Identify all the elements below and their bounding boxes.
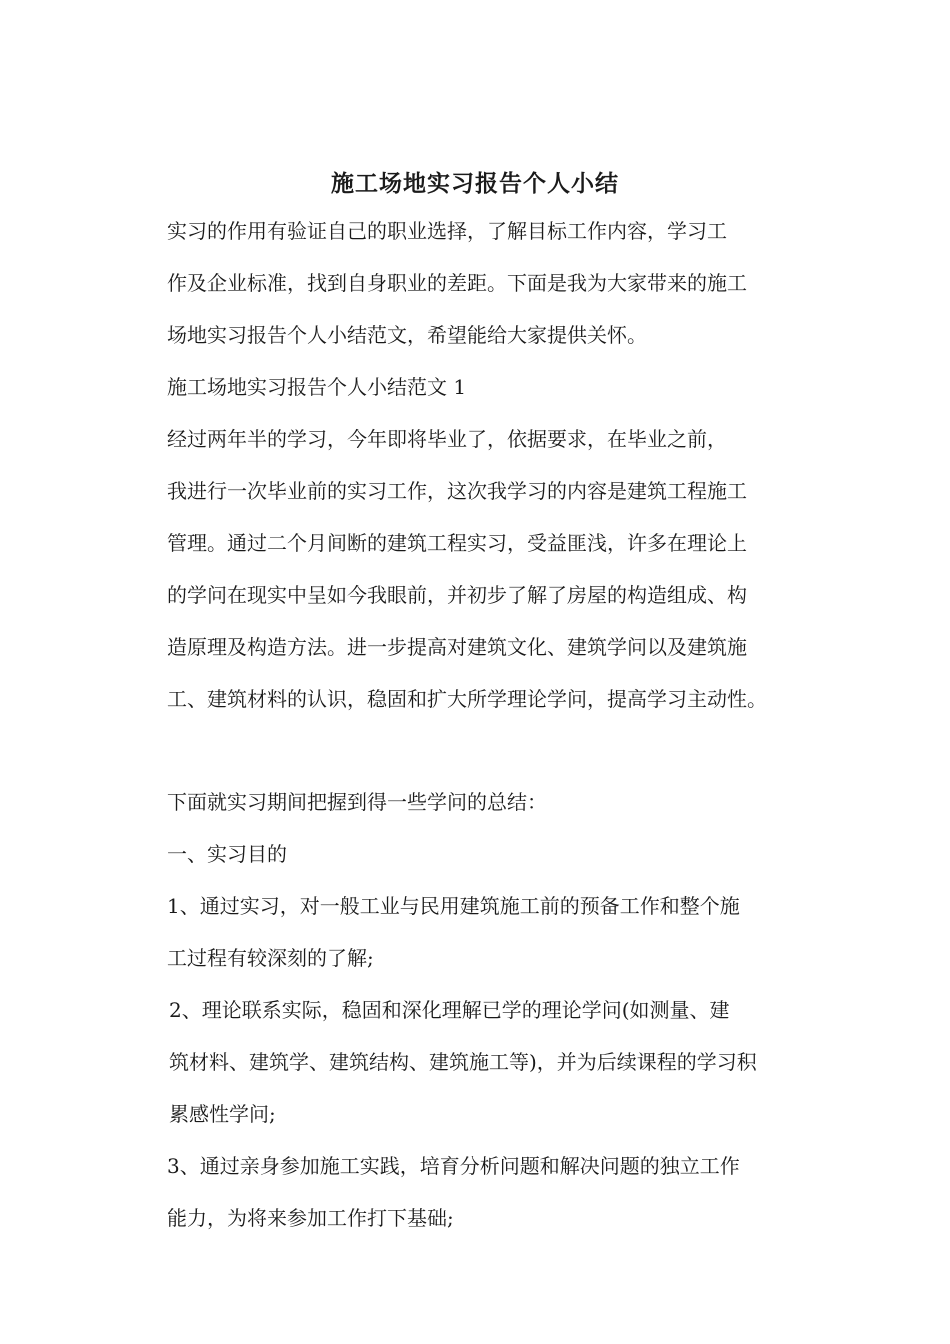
document-title: 施工场地实习报告个人小结 [331, 170, 619, 198]
text-line: 实习的作用有验证自己的职业选择，了解目标工作内容，学习工 [167, 219, 727, 243]
text-line: 的学问在现实中呈如今我眼前，并初步了解了房屋的构造组成、构 [167, 583, 747, 607]
text-line: 筑材料、建筑学、建筑结构、建筑施工等)，并为后续课程的学习积 [169, 1050, 757, 1074]
section-heading: 施工场地实习报告个人小结范文 1 [167, 375, 467, 399]
list-item-1 [145, 880, 825, 984]
text-line: 工过程有较深刻的了解; [167, 946, 374, 970]
objective-heading: 一、实习目的 [167, 842, 287, 866]
text-line: 2、理论联系实际，稳固和深化理解已学的理论学问(如测量、建 [169, 998, 730, 1022]
text-line: 我进行一次毕业前的实习工作，这次我学习的内容是建筑工程施工 [167, 479, 747, 503]
text-line: 1、通过实习，对一般工业与民用建筑施工前的预备工作和整个施 [167, 894, 740, 918]
text-line: 造原理及构造方法。进一步提高对建筑文化、建筑学问以及建筑施 [167, 635, 747, 659]
intro-paragraph [145, 205, 825, 361]
list-item-3 [145, 1140, 825, 1244]
document-body [145, 205, 825, 1244]
text-line: 经过两年半的学习，今年即将毕业了，依据要求，在毕业之前， [167, 427, 727, 451]
body-paragraph [145, 413, 825, 725]
text-line: 管理。通过二个月间断的建筑工程实习，受益匪浅，许多在理论上 [167, 531, 747, 555]
text-line: 作及企业标准，找到自身职业的差距。下面是我为大家带来的施工 [167, 271, 747, 295]
text-line: 累感性学问; [169, 1102, 276, 1126]
text-line: 能力，为将来参加工作打下基础; [167, 1206, 454, 1230]
summary-lead: 下面就实习期间把握到得一些学问的总结： [167, 790, 547, 814]
text-line: 场地实习报告个人小结范文，希望能给大家提供关怀。 [167, 323, 647, 347]
text-line: 3、通过亲身参加施工实践，培育分析问题和解决问题的独立工作 [167, 1154, 740, 1178]
text-line: 工、建筑材料的认识，稳固和扩大所学理论学问，提高学习主动性。 [167, 687, 767, 711]
list-item-2 [145, 984, 825, 1140]
